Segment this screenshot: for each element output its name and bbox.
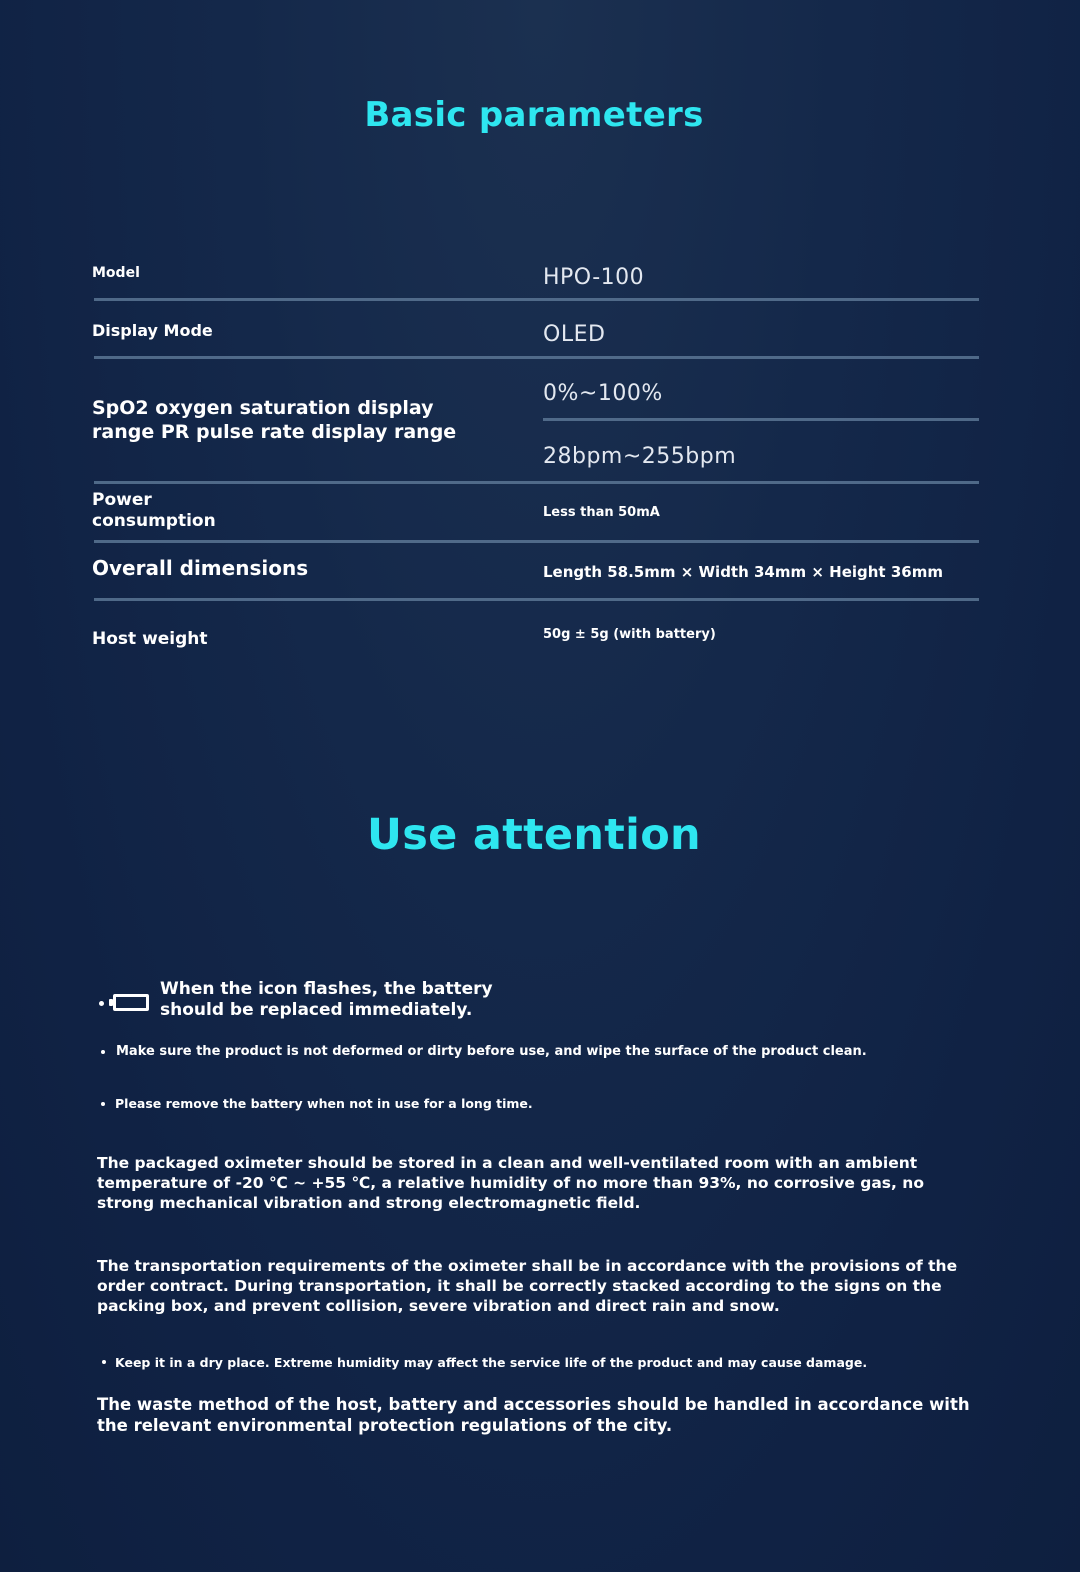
note-deformed: Make sure the product is not deformed or dirty before use, and wipe the surface of the product clean. (116, 1044, 867, 1059)
row-divider (94, 481, 979, 484)
basic-parameters-title: Basic parameters (364, 95, 704, 135)
transport-line3: packing box, and prevent collision, severe vibration and direct rain and snow. (97, 1297, 780, 1315)
bullet-icon (101, 1102, 105, 1106)
pr-range-value: 28bpm~255bpm (543, 444, 737, 469)
waste-paragraph (97, 1394, 970, 1436)
row-divider (94, 298, 979, 301)
dimensions-label: Overall dimensions (92, 556, 309, 580)
waste-line2: the relevant environmental protection regulations of the city. (97, 1416, 673, 1435)
bullet-icon (99, 1001, 104, 1006)
display-mode-label: Display Mode (92, 321, 213, 340)
row-divider (543, 418, 979, 421)
transport-line2: order contract. During transportation, it shall be correctly stacked according to the signs on the (97, 1277, 942, 1295)
host-weight-label: Host weight (92, 629, 208, 649)
row-divider (94, 356, 979, 359)
use-attention-title: Use attention (367, 810, 701, 860)
display-mode-value: OLED (543, 322, 606, 347)
storage-line3: strong mechanical vibration and strong electromagnetic field. (97, 1194, 641, 1212)
host-weight-value: 50g ± 5g (with battery) (543, 627, 716, 642)
battery-note-line1: When the icon flashes, the battery (160, 979, 493, 999)
spo2-label-line2: range PR pulse rate display range (92, 421, 457, 443)
power-label-line1: Power (92, 490, 152, 510)
battery-icon (113, 994, 149, 1011)
battery-note (160, 979, 493, 1021)
note-dry-place: Keep it in a dry place. Extreme humidity may affect the service life of the product and may cause damage. (115, 1355, 868, 1370)
transport-paragraph (97, 1256, 957, 1316)
model-value: HPO-100 (543, 265, 645, 290)
model-label: Model (92, 265, 140, 281)
transport-line1: The transportation requirements of the oximeter shall be in accordance with the provisions of the (97, 1257, 958, 1275)
storage-line2: temperature of -20 ℃ ~ +55 ℃, a relative humidity of no more than 93%, no corrosive gas, no (97, 1174, 924, 1192)
spo2-label-line1: SpO2 oxygen saturation display (92, 397, 434, 419)
waste-line1: The waste method of the host, battery and accessories should be handled in accordance with (97, 1395, 970, 1414)
bullet-icon (102, 1360, 106, 1364)
power-value: Less than 50mA (543, 505, 660, 520)
bullet-icon (101, 1050, 105, 1054)
note-remove-battery: Please remove the battery when not in use for a long time. (115, 1096, 533, 1111)
row-divider (94, 540, 979, 543)
row-divider (94, 598, 979, 601)
spo2-range-value: 0%~100% (543, 381, 663, 406)
power-label-line2: consumption (92, 511, 216, 531)
dimensions-value: Length 58.5mm × Width 34mm × Height 36mm (543, 563, 943, 581)
battery-note-line2: should be replaced immediately. (160, 1000, 473, 1020)
storage-line1: The packaged oximeter should be stored in a clean and well-ventilated room with an ambient (97, 1154, 918, 1172)
storage-paragraph (97, 1153, 924, 1213)
